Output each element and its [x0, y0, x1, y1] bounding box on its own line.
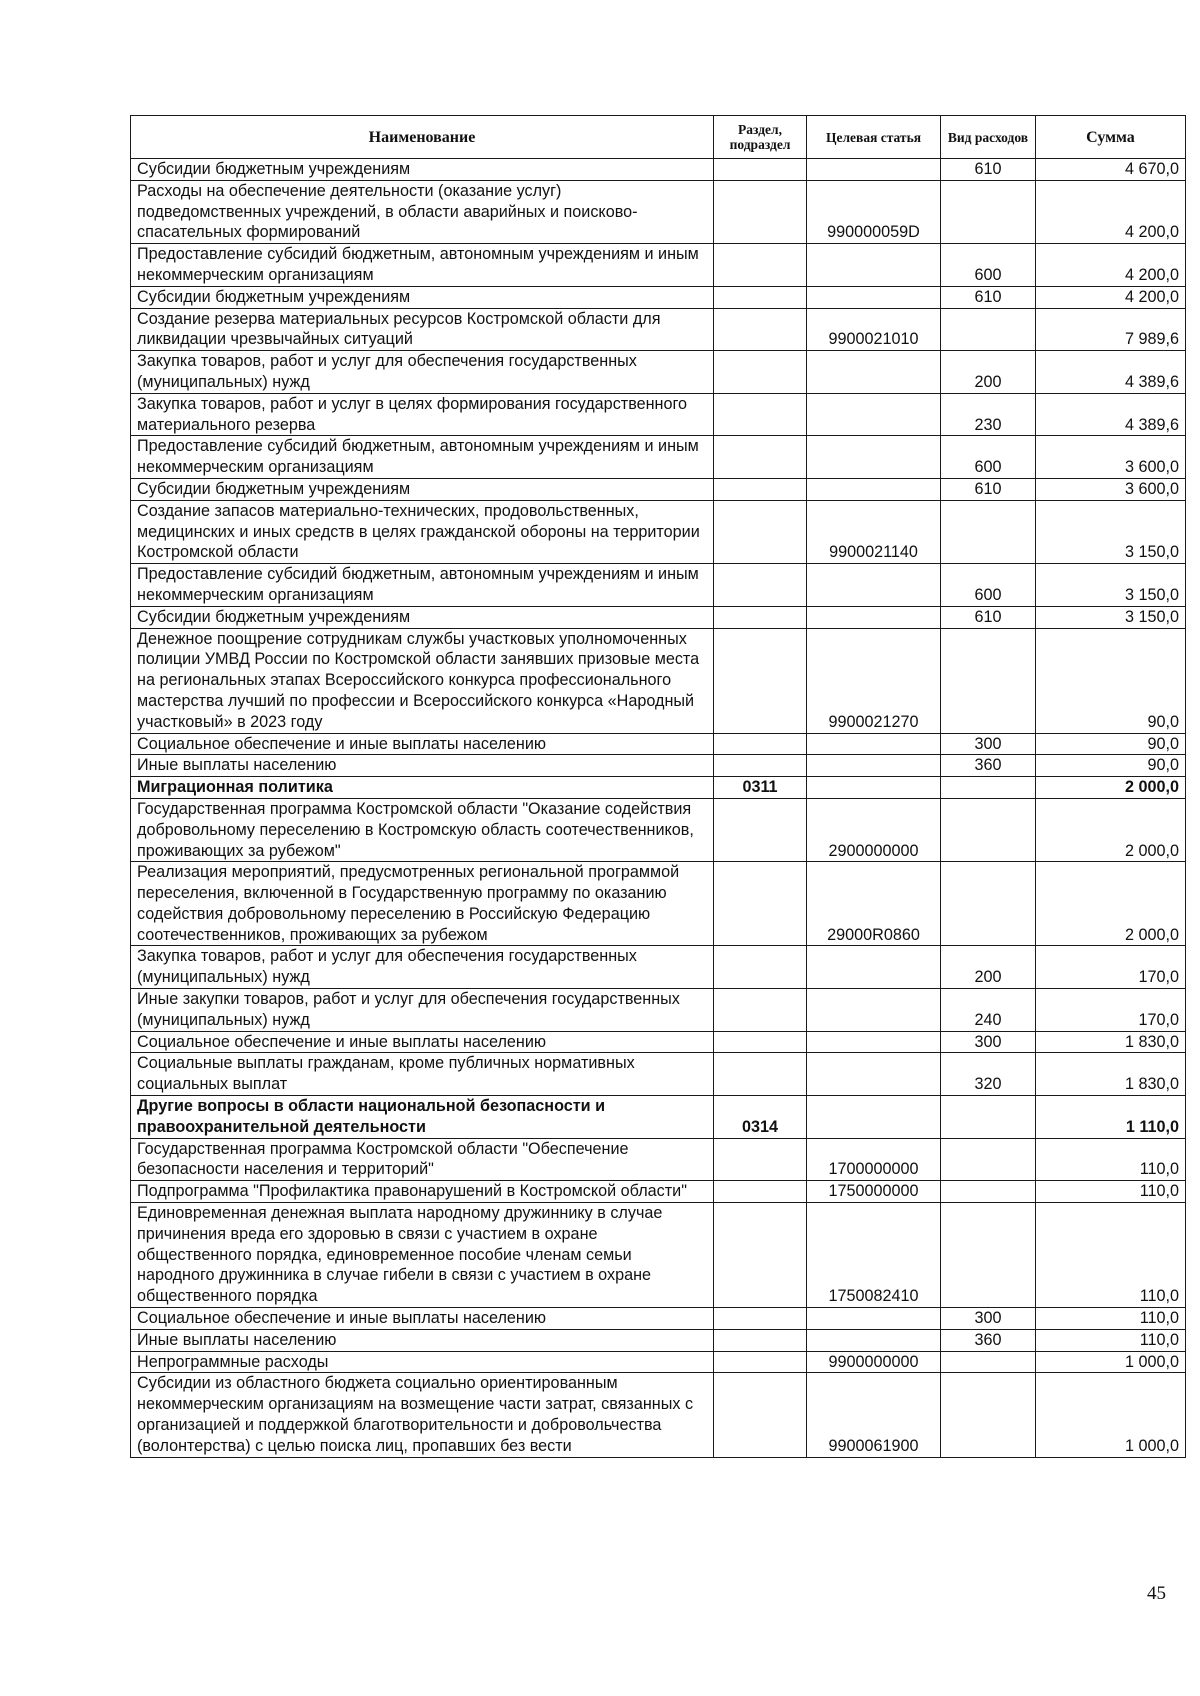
cell-name: Создание запасов материально-технических, продовольственных, медицинских и иных средств в целях гражданской обороны на территории Костромской области: [131, 500, 714, 563]
cell-type: 230: [941, 393, 1036, 436]
cell-name: Реализация мероприятий, предусмотренных региональной программой переселения, включенной в Государственную программу по оказанию содействия добровольному переселению в Российскую Федерацию соотечественников, проживающих за рубежом: [131, 862, 714, 946]
cell-sum: 4 389,6: [1036, 393, 1186, 436]
table-row: [131, 351, 1186, 394]
cell-name: Денежное поощрение сотрудникам службы участковых уполномоченных полиции УМВД России по Костромской области занявших призовые места на региональных этапах Всероссийского конкурса профессионального мастерства лучший по профессии и Всероссийского конкурса «Народный участковый» в 2023 году: [131, 628, 714, 733]
cell-type: 600: [941, 564, 1036, 607]
table-row: [131, 180, 1186, 243]
table-row: [131, 755, 1186, 777]
cell-name: Социальное обеспечение и иные выплаты населению: [131, 1031, 714, 1053]
cell-sum: 2 000,0: [1036, 777, 1186, 799]
cell-sum: 1 000,0: [1036, 1351, 1186, 1373]
cell-type: [941, 628, 1036, 733]
cell-target: [807, 1308, 941, 1330]
table-row: [131, 1096, 1186, 1139]
cell-section: [714, 1053, 807, 1096]
cell-sum: 4 670,0: [1036, 159, 1186, 181]
cell-name: Единовременная денежная выплата народному дружиннику в случае причинения вреда его здоровью в связи с участием в охране общественного порядка, единовременное пособие членам семьи народного дружинника в случае гибели в связи с участием в охране общественного порядка: [131, 1203, 714, 1308]
table-header-row: [131, 116, 1186, 159]
table-row: [131, 946, 1186, 989]
cell-name: Субсидии бюджетным учреждениям: [131, 606, 714, 628]
cell-type: [941, 798, 1036, 861]
header-type: Вид расходов: [941, 116, 1036, 159]
cell-sum: 2 000,0: [1036, 798, 1186, 861]
table-row: [131, 1373, 1186, 1457]
table-row: [131, 777, 1186, 799]
cell-name: Государственная программа Костромской области "Обеспечение безопасности населения и территорий": [131, 1138, 714, 1181]
cell-type: [941, 1373, 1036, 1457]
cell-name: Непрограммные расходы: [131, 1351, 714, 1373]
cell-sum: 110,0: [1036, 1203, 1186, 1308]
cell-sum: 110,0: [1036, 1181, 1186, 1203]
table-row: [131, 989, 1186, 1032]
cell-target: 1750082410: [807, 1203, 941, 1308]
cell-name: Подпрограмма "Профилактика правонарушений в Костромской области": [131, 1181, 714, 1203]
cell-target: [807, 244, 941, 287]
cell-name: Социальное обеспечение и иные выплаты населению: [131, 733, 714, 755]
table-row: [131, 500, 1186, 563]
cell-section: [714, 862, 807, 946]
cell-section: [714, 244, 807, 287]
table-row: [131, 1031, 1186, 1053]
cell-target: [807, 1096, 941, 1139]
cell-section: [714, 1329, 807, 1351]
cell-section: [714, 351, 807, 394]
cell-name: Иные закупки товаров, работ и услуг для обеспечения государственных (муниципальных) нужд: [131, 989, 714, 1032]
cell-target: 9900021010: [807, 308, 941, 351]
cell-section: [714, 1373, 807, 1457]
cell-type: [941, 1203, 1036, 1308]
cell-type: 600: [941, 244, 1036, 287]
cell-section: 0314: [714, 1096, 807, 1139]
cell-name: Государственная программа Костромской области "Оказание содействия добровольному переселению в Костромскую область соотечественников, проживающих за рубежом": [131, 798, 714, 861]
table-row: [131, 244, 1186, 287]
table-row: [131, 1053, 1186, 1096]
cell-section: [714, 308, 807, 351]
cell-target: [807, 755, 941, 777]
cell-target: [807, 1053, 941, 1096]
cell-sum: 1 830,0: [1036, 1031, 1186, 1053]
header-section: Раздел, подраздел: [714, 116, 807, 159]
cell-type: 600: [941, 436, 1036, 479]
cell-target: [807, 351, 941, 394]
cell-type: 300: [941, 1031, 1036, 1053]
cell-type: [941, 1138, 1036, 1181]
cell-type: [941, 1181, 1036, 1203]
cell-target: 29000R0860: [807, 862, 941, 946]
table-row: [131, 393, 1186, 436]
cell-section: 0311: [714, 777, 807, 799]
cell-section: [714, 989, 807, 1032]
cell-section: [714, 564, 807, 607]
cell-type: [941, 180, 1036, 243]
cell-type: [941, 308, 1036, 351]
cell-target: [807, 436, 941, 479]
cell-target: [807, 286, 941, 308]
cell-target: 1750000000: [807, 1181, 941, 1203]
cell-sum: 1 830,0: [1036, 1053, 1186, 1096]
cell-section: [714, 1031, 807, 1053]
cell-name: Предоставление субсидий бюджетным, автономным учреждениям и иным некоммерческим организациям: [131, 564, 714, 607]
table-row: [131, 733, 1186, 755]
cell-section: [714, 1308, 807, 1330]
cell-section: [714, 436, 807, 479]
cell-sum: 110,0: [1036, 1308, 1186, 1330]
cell-target: 1700000000: [807, 1138, 941, 1181]
cell-target: [807, 393, 941, 436]
cell-section: [714, 1138, 807, 1181]
cell-sum: 110,0: [1036, 1329, 1186, 1351]
cell-section: [714, 755, 807, 777]
cell-name: Субсидии из областного бюджета социально ориентированным некоммерческим организациям на возмещение части затрат, связанных с организацией и поддержкой благотворительности и добровольчества (волонтерства) с целью поиска лиц, пропавших без вести: [131, 1373, 714, 1457]
cell-target: [807, 564, 941, 607]
cell-type: 300: [941, 733, 1036, 755]
cell-target: [807, 733, 941, 755]
table-row: [131, 1351, 1186, 1373]
cell-name: Иные выплаты населению: [131, 1329, 714, 1351]
cell-section: [714, 500, 807, 563]
cell-sum: 4 200,0: [1036, 180, 1186, 243]
header-name: Наименование: [131, 116, 714, 159]
cell-section: [714, 733, 807, 755]
cell-name: Расходы на обеспечение деятельности (оказание услуг) подведомственных учреждений, в области аварийных и поисково-спасательных формирований: [131, 180, 714, 243]
table-row: [131, 308, 1186, 351]
cell-sum: 4 389,6: [1036, 351, 1186, 394]
cell-name: Иные выплаты населению: [131, 755, 714, 777]
cell-sum: 2 000,0: [1036, 862, 1186, 946]
cell-name: Предоставление субсидий бюджетным, автономным учреждениям и иным некоммерческим организациям: [131, 436, 714, 479]
cell-type: 610: [941, 478, 1036, 500]
cell-section: [714, 1203, 807, 1308]
cell-sum: 1 110,0: [1036, 1096, 1186, 1139]
table-row: [131, 628, 1186, 733]
cell-sum: 90,0: [1036, 733, 1186, 755]
cell-type: 610: [941, 159, 1036, 181]
cell-section: [714, 1181, 807, 1203]
header-sum: Сумма: [1036, 116, 1186, 159]
cell-sum: 4 200,0: [1036, 244, 1186, 287]
table-row: [131, 1329, 1186, 1351]
table-row: [131, 1308, 1186, 1330]
cell-section: [714, 606, 807, 628]
cell-section: [714, 286, 807, 308]
cell-target: [807, 1031, 941, 1053]
cell-target: 9900021270: [807, 628, 941, 733]
cell-name: Субсидии бюджетным учреждениям: [131, 478, 714, 500]
cell-type: 360: [941, 1329, 1036, 1351]
header-target: Целевая статья: [807, 116, 941, 159]
cell-type: 610: [941, 606, 1036, 628]
budget-table: [130, 115, 1186, 1458]
cell-sum: 90,0: [1036, 628, 1186, 733]
cell-name: Предоставление субсидий бюджетным, автономным учреждениям и иным некоммерческим организациям: [131, 244, 714, 287]
cell-sum: 170,0: [1036, 989, 1186, 1032]
cell-target: [807, 606, 941, 628]
cell-section: [714, 393, 807, 436]
cell-type: [941, 862, 1036, 946]
cell-sum: 3 600,0: [1036, 478, 1186, 500]
cell-target: [807, 1329, 941, 1351]
cell-type: 360: [941, 755, 1036, 777]
cell-sum: 170,0: [1036, 946, 1186, 989]
cell-target: [807, 989, 941, 1032]
cell-type: 320: [941, 1053, 1036, 1096]
table-row: [131, 478, 1186, 500]
cell-name: Другие вопросы в области национальной безопасности и правоохранительной деятельности: [131, 1096, 714, 1139]
table-body: [131, 159, 1186, 1458]
cell-type: [941, 1096, 1036, 1139]
cell-type: 200: [941, 351, 1036, 394]
cell-sum: 3 600,0: [1036, 436, 1186, 479]
cell-name: Закупка товаров, работ и услуг в целях формирования государственного материального резерва: [131, 393, 714, 436]
cell-target: 9900021140: [807, 500, 941, 563]
cell-section: [714, 180, 807, 243]
table-row: [131, 606, 1186, 628]
cell-sum: 110,0: [1036, 1138, 1186, 1181]
cell-sum: 4 200,0: [1036, 286, 1186, 308]
cell-target: 2900000000: [807, 798, 941, 861]
table-row: [131, 286, 1186, 308]
cell-type: [941, 1351, 1036, 1373]
table-row: [131, 1203, 1186, 1308]
cell-target: [807, 946, 941, 989]
cell-section: [714, 478, 807, 500]
cell-name: Субсидии бюджетным учреждениям: [131, 159, 714, 181]
cell-target: [807, 478, 941, 500]
cell-name: Субсидии бюджетным учреждениям: [131, 286, 714, 308]
table-row: [131, 436, 1186, 479]
table-row: [131, 1138, 1186, 1181]
cell-section: [714, 1351, 807, 1373]
table-row: [131, 798, 1186, 861]
cell-type: 200: [941, 946, 1036, 989]
cell-section: [714, 159, 807, 181]
table-row: [131, 1181, 1186, 1203]
cell-name: Миграционная политика: [131, 777, 714, 799]
cell-target: 9900000000: [807, 1351, 941, 1373]
cell-target: 990000059D: [807, 180, 941, 243]
cell-sum: 90,0: [1036, 755, 1186, 777]
cell-type: 240: [941, 989, 1036, 1032]
cell-type: 610: [941, 286, 1036, 308]
cell-type: [941, 500, 1036, 563]
cell-sum: 7 989,6: [1036, 308, 1186, 351]
cell-sum: 3 150,0: [1036, 500, 1186, 563]
cell-section: [714, 798, 807, 861]
cell-target: 9900061900: [807, 1373, 941, 1457]
cell-type: [941, 777, 1036, 799]
cell-target: [807, 777, 941, 799]
table-row: [131, 159, 1186, 181]
cell-sum: 3 150,0: [1036, 606, 1186, 628]
cell-type: 300: [941, 1308, 1036, 1330]
table-row: [131, 564, 1186, 607]
cell-section: [714, 628, 807, 733]
cell-sum: 1 000,0: [1036, 1373, 1186, 1457]
cell-name: Социальные выплаты гражданам, кроме публичных нормативных социальных выплат: [131, 1053, 714, 1096]
cell-name: Закупка товаров, работ и услуг для обеспечения государственных (муниципальных) нужд: [131, 946, 714, 989]
cell-name: Социальное обеспечение и иные выплаты населению: [131, 1308, 714, 1330]
cell-name: Создание резерва материальных ресурсов Костромской области для ликвидации чрезвычайных ситуаций: [131, 308, 714, 351]
cell-sum: 3 150,0: [1036, 564, 1186, 607]
cell-section: [714, 946, 807, 989]
cell-name: Закупка товаров, работ и услуг для обеспечения государственных (муниципальных) нужд: [131, 351, 714, 394]
table-row: [131, 862, 1186, 946]
cell-target: [807, 159, 941, 181]
page-number: 45: [1147, 1583, 1166, 1604]
